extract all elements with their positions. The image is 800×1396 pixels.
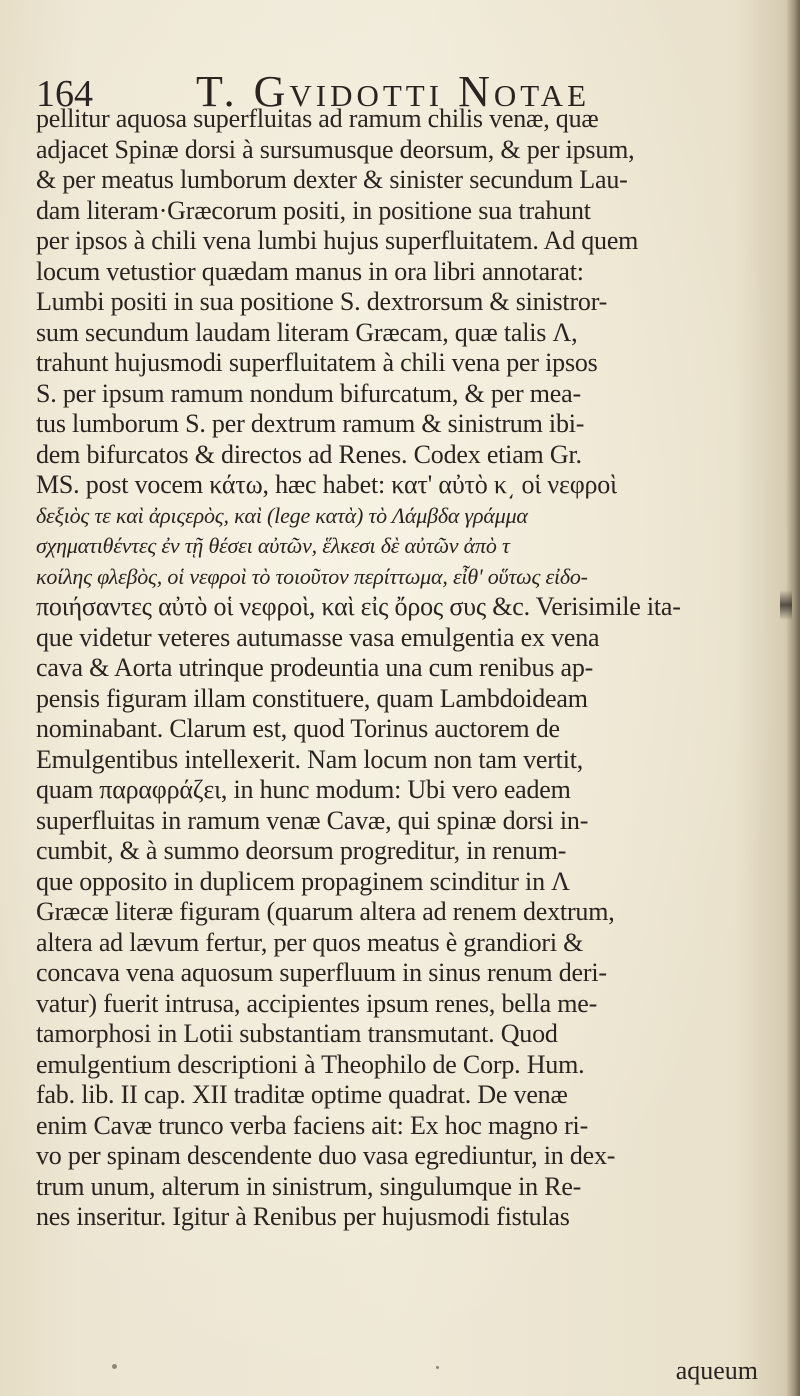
- text-line-11: tus lumborum S. per dextrum ramum & sinistrum ibi-: [36, 409, 585, 438]
- greek-line-1: δεξιὸς τε καὶ ἀριςερὸς, καὶ (lege κατὰ) τὸ Λάμβδα γράμμα: [36, 502, 528, 528]
- text-line-8: sum secundum laudam literam Græcam, quæ talis Λ,: [36, 317, 578, 347]
- text-line-21: nominabant. Clarum est, quod Torinus auctorem de: [36, 714, 560, 743]
- text-line-31: tamorphosi in Lotii substantiam transmutant. Quod: [36, 1019, 558, 1048]
- text-line-33: fab. lib. II cap. XII traditæ optime quadrat. De venæ: [36, 1080, 568, 1109]
- text-line-26: que opposito in duplicem propaginem scinditur in Λ: [36, 866, 570, 896]
- text-line-37: nes inseritur. Igitur à Renibus per hujusmodi fistulas: [36, 1202, 570, 1231]
- text-line-17: ποιήσαντες αὐτὸ οἱ νεφροὶ, καὶ εἰς ὄρος συς &c. Verisimile ita-: [36, 592, 681, 621]
- text-line-10: S. per ipsum ramum nondum bifurcatum, & per mea-: [36, 378, 581, 408]
- page-number: 164: [36, 73, 93, 115]
- text-line-35: vo per spinam descendente duo vasa egrediuntur, in dex-: [36, 1141, 616, 1170]
- running-head: T. Gvidotti Notae: [196, 67, 591, 116]
- text-line-22: Emulgentibus intellexerit. Nam locum non tam vertit,: [36, 744, 584, 774]
- text-line-24: superfluitas in ramum venæ Cavæ, qui spinæ dorsi in-: [36, 805, 589, 835]
- text-line-19: cava & Aorta utrinque prodeuntia una cum renibus ap-: [36, 653, 594, 682]
- text-line-2: adjacet Spinæ dorsi à sursumusque deorsum, & per ipsum,: [36, 134, 635, 164]
- text-line-7: Lumbi positi in sua positione S. dextrorsum & sinistror-: [36, 287, 608, 316]
- text-line-18: que videtur veteres autumasse vasa emulgentia ex vena: [36, 622, 600, 652]
- text-line-34: enim Cavæ trunco verba faciens ait: Ex hoc magno ri-: [36, 1110, 589, 1140]
- text-line-13: MS. post vocem κάτω, hæc habet: κατ' αὐτὸ κ͵ οἱ νεφροὶ: [36, 470, 617, 499]
- text-line-20: pensis figuram illam constituere, quam Lambdoideam: [36, 683, 588, 713]
- text-line-27: Græcæ literæ figuram (quarum altera ad renem dextrum,: [36, 897, 615, 926]
- text-line-28: altera ad lævum fertur, per quos meatus è grandiori &: [36, 927, 584, 957]
- catchword: aqueum: [675, 1356, 758, 1385]
- text-line-32: emulgentium descriptioni à Theophilo de Corp. Hum.: [36, 1049, 585, 1079]
- text-line-36: trum unum, alterum in sinistrum, singulumque in Re-: [36, 1171, 582, 1201]
- text-line-3: & per meatus lumborum dexter & sinister secundum Lau-: [36, 165, 628, 194]
- text-line-23: quam παραφράζει, in hunc modum: Ubi vero eadem: [36, 775, 571, 804]
- text-line-25: cumbit, & à summo deorsum progreditur, in renum-: [36, 836, 567, 865]
- body-text: [36, 104, 788, 1233]
- text-line-6: locum vetustior quædam manus in ora libri annotarat:: [36, 256, 584, 286]
- text-line-4: dam literam·Græcorum positi, in positione sua trahunt: [36, 195, 591, 225]
- page-gutter-shadow: [786, 0, 800, 1396]
- text-line-30: vatur) fuerit intrusa, accipientes ipsum renes, bella me-: [36, 988, 598, 1018]
- text-line-12: dem bifurcatos & directos ad Renes. Codex etiam Gr.: [36, 439, 582, 469]
- ink-speck: [112, 1364, 117, 1369]
- text-line-9: trahunt hujusmodi superfluitatem à chili vena per ipsos: [36, 348, 598, 377]
- text-line-5: per ipsos à chili vena lumbi hujus superfluitatem. Ad quem: [36, 226, 639, 255]
- ink-speck: [436, 1366, 439, 1369]
- greek-line-2: σχηματιθέντες ἐν τῇ θέσει αὐτῶν, ἕλκεσι δὲ αὐτῶν ἀπὸ τ: [36, 533, 510, 558]
- text-line-1: pellitur aquosa superfluitas ad ramum chilis venæ, quæ: [36, 104, 599, 133]
- text-line-29: concava vena aquosum superfluum in sinus renum deri-: [36, 958, 607, 987]
- greek-line-3: κοίλης φλεβὸς, οἱ νεφροὶ τὸ τοιοῦτον περίττωμα, εἶθ' οὕτως εἰδο-: [36, 563, 588, 589]
